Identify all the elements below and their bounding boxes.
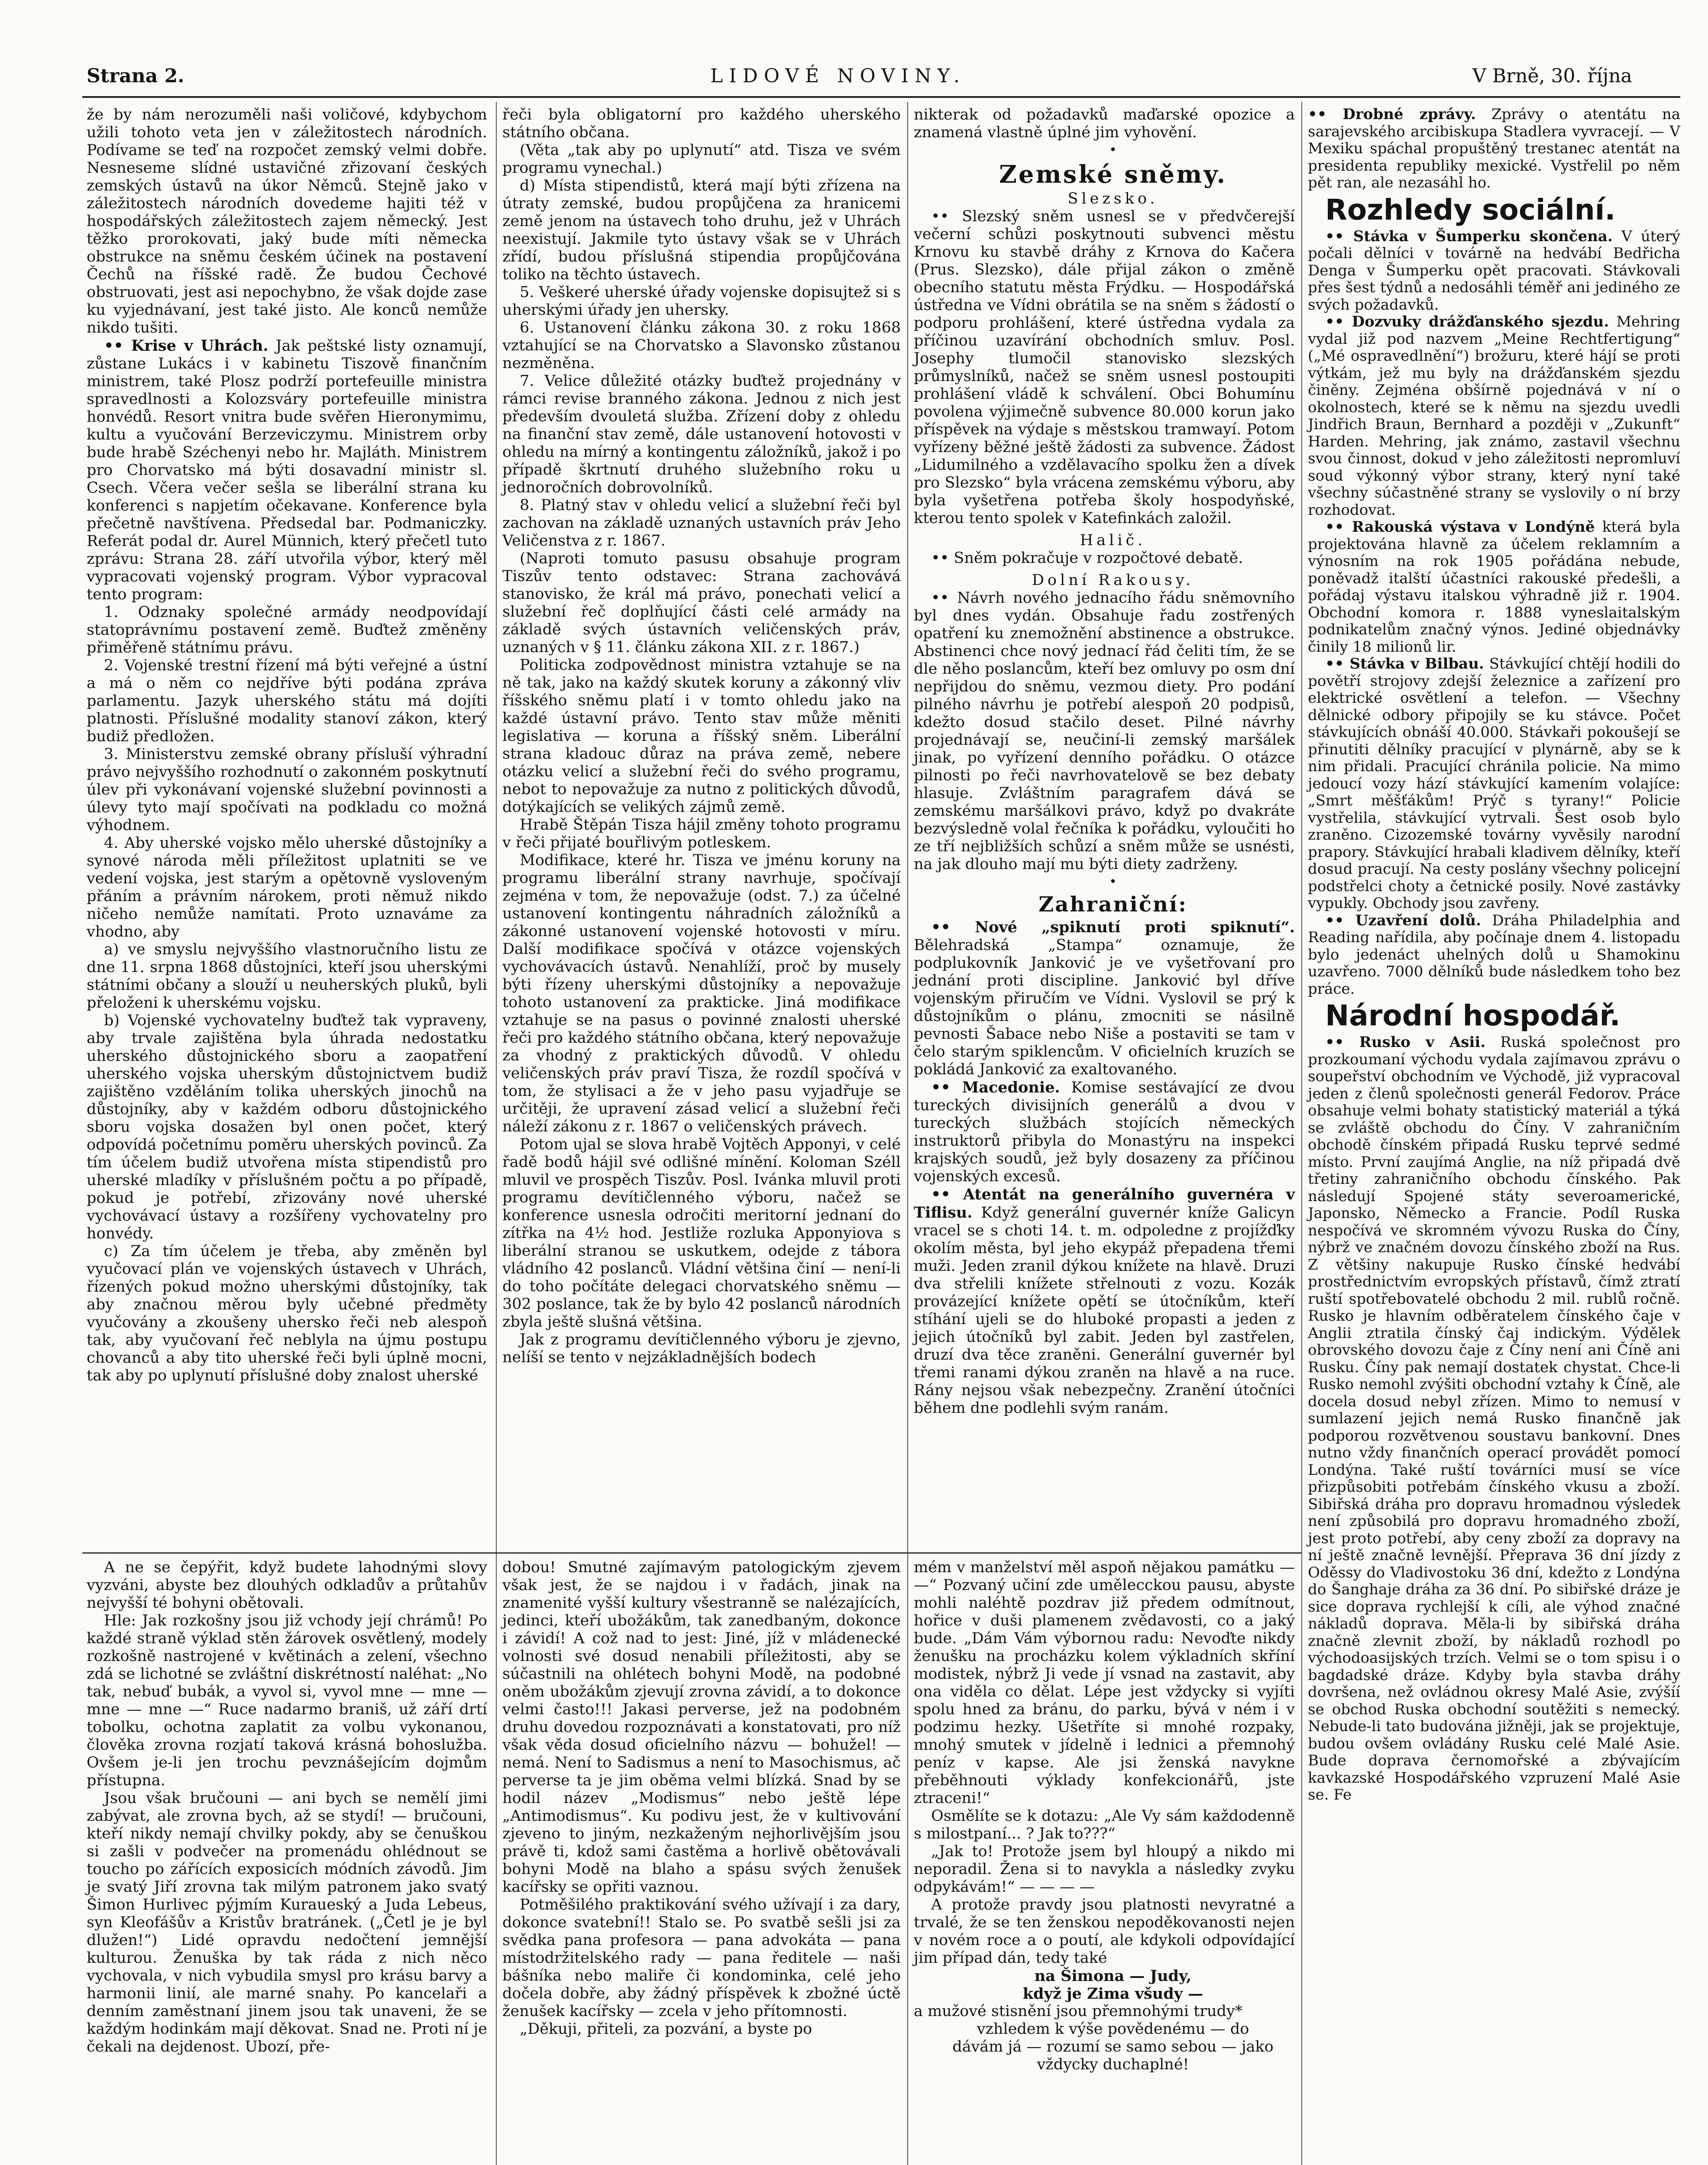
article-text: že by nám nerozuměli naši voličové, kdybychom užili tohoto veta jen v záležitostech národních. Podívame se teď na rozpočet zemský velmi dobře. Nesneseme slídné ustavičné zřizovaní českých zemských ústavů na úkor Němců. Stejně jako v záležitostech národních dovedeme hajiti též v hospodářských záležitostech zajem německý. Jest těžko prorokovati, jaký bude míti německa obstrukce na sněmu českém účinek na postavení Čechů na říšské radě. Že budou Čechové obstruovati, jest asi nepochybno, že však dojde zase ku vyjednávaní, jest také jisto. Ale konců nemůže nikdo tušiti. [87, 106, 487, 336]
article-text: •• Drobné zprávy. Zprávy o atentátu na sarajevského arcibiskupa Stadlera vyvracejí. — V Mexiku spáchal propuštěný trestanec atentát na presidenta republiky mexické. Vystřelil po něm pět ran, ale nezasáhl ho. [1308, 106, 1681, 191]
article-text: c) Za tím účelem je třeba, aby změněn byl vyučovací plán ve vojenských ústavech v Uhrách, řízených pokud možno uherskými důstojníky, tak aby značnou měrou byly učebné předměty vyučovány a zkoušeny uhersko řeči neb alespoň tak, aby vyučovaní řeč neblyla na újmu postupu chovanců a aby tito uherské řeči byli úplně mocni, tak aby po uplynutí příslušné doby znalost uherské [87, 1243, 487, 1384]
feuilleton-text: Hle: Jak rozkošny jsou již vchody její chrámů! Po každé straně výklad stěn žárovek osvětlený, modely rozkošně nastrojené v květinách a zelení, všechno zdá se lichotné se zvláštní diskrétností naléhat: „No tak, nebuď bubák, a vyvol si, vyvol mne — mne — mne — mne —“ Ruce nadarmo braniš, už září drtí tobolku, ochotna zaplatit za volbu vykonanou, člověka zrovna rozjatí taková krásná bohoslužba. Ovšem je-li jen trochu pevznášejícím dojmům přístupna. [87, 1612, 487, 1789]
article-text: 1. Odznaky společné armády neodpovídají statoprávnímu postavení země. Buďtež změněny přiměřeně státnímu právu. [87, 604, 487, 656]
column-rule-2 [907, 102, 908, 2165]
feuilleton-text: Jsou však bručouni — ani bych se nemělí jimi zabývat, ale zrovna bych, až se stydí! — bručouni, kteří nikdy nemají chvilky pokdy, aby se čenuškou si zašli v podvečer na promenádu ohlédnout se toucho po zářících exposicích módních závodů. Jim je svatý Jiří zrovna tak milým patronem jako svatý Šimon Hurlivec pýjmím Kuraueský a Juda Lebeus, syn Kleofášův a Kristův bratránek. („Četl je je byl dlužen!“) Lidé opravdu nedočtení jemnější kulturou. Ženuška by tak ráda z nich něco vychovala, v nich vybudila smysl pro krásu barvy a harmonii linií, ale marné snahy. Po kancelaři a denním zaměstnaní jinem jsou tak unaveni, že se každým hodinkám mají děkovat. Snad ne. Proti ní je čekali na dejdenost. Ubozí, pře- [87, 1790, 487, 2055]
article-text: (Věta „tak aby po uplynutí“ atd. Tisza ve svém programu vynechal.) [502, 142, 901, 177]
column-rule-3 [1301, 102, 1302, 2165]
verse-line: když je Zima všudy — [1022, 1985, 1203, 2003]
article-text: 5. Veškeré uherské úřady vojenske dopisujtež si s uherskými úřady jen uhersky. [502, 284, 901, 319]
subheading-slezsko: Slezsko. [1068, 190, 1158, 207]
page-number: Strana 2. [87, 65, 184, 87]
article-text: •• Stávka v Bilbau. Stávkující chtějí hodili do povětří strojovy zdejší železnice a zařízení pro elektrické osvětlení a telefon. — Všechny dělnické odbory připojily se ku stávce. Počet stávkujících obnáší 40.000. Stávkaři pokoušejí se přinutiti dělníky pracující v plynárně, aby se k nim přidali. Pracující chránila policie. Na mimo jedoucí vozy hází stávkující kamením volajíce: „Smrt měšťákům! Prýč s tyrany!“ Policie vystřelila, stávkující vytrvali. Šest osob bylo zraněno. Cizozemské továrny vyvěsily narodní prapory. Stávkující hrabali kladivem dělníky, kteří dosud pracují. Na cesty poslány všechny policejní podstřelci choty a četnické posily. Nové zastávky vypukly. Obchody jsou zavřeny. [1308, 655, 1680, 912]
verse-line: na Šimona — Judy, [1034, 1967, 1192, 1985]
article-text: •• Uzavření dolů. Dráha Philadelphia and Reading nařídila, aby počínaje dnem 4. listopadu bylo jedenáct uhelných dolů u Shamokinu uzavřeno. 7000 dělníků bude následkem toho bez práce. [1308, 911, 1680, 998]
article-text: Modifikace, které hr. Tisza ve jménu koruny na programu liberální strany navrhuje, spočívají zejména v tom, že nepovažuje (odst. 7.) za účelné ustanovení kontingentu náhradních záložníků a zákonné ustanovení vojenské hotovosti v míru. Další modifikace spočívá v otázce vojenských vychovávacích ústavů. Nenahlíží, proč by musely býti řízeny uherskými důstojníky a nepovažuje tohoto ustanovení za prakticke. Jiná modifikace vztahuje se na pasus o povinné znalosti uherské řeči pro každého státního občana, který nepovažuje za vhodný z praktických důvodů. V ohledu veličenských práv praví Tisza, že rozdíl spočívá v tom, že stylisaci a že v jeho pasu vyjadřuje se určitěji, že upravení zásad velicí a služební řeči náleží zákonu z r. 1867 o veličenských právech. [502, 852, 901, 1135]
article-heading: •• Nové „spiknutí proti spiknutí“. [931, 918, 1295, 936]
article-text: 7. Velice důležité otázky buďtež projednány v rámci revise branného zákona. Jednou z nich jest především dvouletá služba. Zřízení doby z ohledu na finanční stav země, dále ustanovení hotovosti v ohledu na mírný a kontingentu záložníků, jakož i po případě škrtnutí druhého služebního roku u jednoročních dobrovolníků. [502, 372, 901, 496]
article-heading: •• Macedonie. [931, 1079, 1060, 1096]
article-text: 3. Ministerstvu zemské obrany přísluší výhradní právo nejvyššího rozhodnutí o zakonném poskytnutí úlev při vykonávaní vojenské služební povinnosti a úlevy tyto mají spočívati na podkladu co možná výhodnem. [87, 746, 487, 834]
article-text: b) Vojenské vychovatelny buďtež tak vypraveny, aby trvale zajištěna byla úhrada nedostatku uherského důstojnického sboru a zaopatření uherského vojska uherským důstojnictvem budiž zajištěno vzděláním tolika uherských jinochů na důstojníky, aby v každém odboru důstojnického sboru vojska dosažen byl onen počet, který odpovídá početnímu poměru uherských povinců. Za tím účelem budiž utvořena místa stipendistů pro uherské mladíky v příslušném počtu a po případě, pokud je potřebí, zřizovány nové uherské vychovávací ústavy a rozšířeny vychovatelny pro honvédy. [87, 1012, 487, 1242]
column-rule-1 [496, 102, 497, 2165]
feuilleton-text: „Jak to! Protože jsem byl hloupý a nikdo mi neporadil. Žena si to navykla a následky zvyku odpykávám!“ — — — — [914, 1843, 1295, 1896]
feuilleton-column-1 [87, 1559, 487, 2056]
article-text: •• Nové „spiknutí proti spiknutí“. Bělehradská „Stampa“ oznamuje, že podplukovník Janković je ve vyšetřovaní pro jednání proti discipline. Janković byl dříve vojenským přiručím ve Vídni. Vyslovil se prý k důstojníkům o plánu, zmocniti se násilně pevnosti Šabace nebo Niše a postaviti se tam v čelo starým spiklencům. V oficielních kruzích se pokládá Janković za exaltovaného. [914, 918, 1295, 1078]
article-heading: •• Dozvuky drážďanského sjezdu. [1325, 313, 1609, 330]
article-text: •• Slezský sněm usnesl se v předvčerejší večerní schůzi poskytnouti subvenci městu Krnovu ku stavbě dráhy z Krnova do Kačera (Prus. Slezsko), dále přijal zákon o změně obecního statutu města Frýdku. — Hospodářská ústředna ve Vídni obrátila se na sněm s žádostí o podporu prohlášení, které ústředna vydala za příčinou uzavírání obchodních smluv. Posl. Josephy tlumočil stanovisko slezských průmyslníků, načež se sněm usnesl postoupiti prohlášení vládě k schválení. Obci Bohumínu povolena výjimečně subvence 80.000 korun jako příspěvek na výdaje s městskou tramwayí. Potom vyřízeny běžné ještě žádosti za subvence. Žádost „Lidumilného a vzdělavacího spolku žen a dívek pro Slezsko“ byla vrácena zemskému výboru, aby byla vyšetřena potřeba školy hospodyňské, kterou tento spolek v Katefinkách založil. [914, 208, 1295, 527]
article-heading: •• Rakouská výstava v Londýně [1325, 518, 1595, 536]
issue-date: V Brně, 30. října [1472, 65, 1632, 87]
column-4 [1308, 106, 1680, 1804]
article-heading: •• Krise v Uhrách. [104, 337, 268, 355]
column-3 [914, 106, 1295, 1417]
article-heading: •• Stávka v Šumperku skončena. [1325, 227, 1613, 245]
article-text: •• Sněm pokračuje v rozpočtové debatě. [931, 549, 1243, 567]
article-text: 4. Aby uherské vojsko mělo uherské důstojníky a synové národa měli příležitost uplatniti se ve vedení vojska, jest starým a opětovně vysloveným přáním a právním nárokem, proti němuž nikdo ničeho nemůže namítati. Proto uznaváme za vhodno, aby [87, 834, 487, 940]
article-text: •• Krise v Uhrách. Jak peštské listy oznamují, zůstane Lukács i v kabinetu Tiszově finančním ministrem, také Plosz podrží portefeuille ministra spravedlnosti a Kolozsváry portefeuille ministra honvédů. Resort vnitra bude svěřen Hieronymimu, kultu a vyučování Berzeviczymu. Ministrem orby bude hrabě Széchenyi nebo hr. Majláth. Ministrem pro Chorvatsko má býti dosavadní ministr sl. Csech. Včera večer sešla se liberální strana ku konferenci s napjetím očekavane. Konference byla přečetně navštívena. Předsedal bar. Podmaniczky. Referát podal dr. Aurel Münnich, který přečetl tuto zprávu: Strana 28. září utvořila výbor, který měl vypracovati vojenský program. Výbor vypracoval tento program: [87, 337, 487, 603]
article-heading: •• Drobné zprávy. [1308, 106, 1476, 123]
article-text: •• Macedonie. Komise sestávající ze dvou tureckých divisijních generálů a dvou v tureckých službách stojících německých instruktorů přibyla do Monastýru na inspekci krajských soudů, jež byly dosazeny za příčinou vojenských excesů. [914, 1079, 1295, 1185]
header-rule [82, 96, 1680, 98]
section-heading-zahranicni: Zahraniční: [1038, 892, 1187, 917]
article-text: Hrabě Štěpán Tisza hájil změny tohoto programu v řeči přijaté bouřlivým potleskem. [502, 816, 901, 851]
subheading-dolni-rakousy: Dolní Rakousy. [1032, 572, 1194, 589]
column-1 [87, 106, 487, 1385]
feuilleton-text: Osmělíte se k dotazu: „Ale Vy sám každodenně s milostpaní... ? Jak to???“ [914, 1807, 1295, 1842]
feuilleton-text: a mužové stisnění jsou přemnohými trudy* [914, 2003, 1243, 2020]
column-2 [502, 106, 901, 1367]
feuilleton-text: dávám já — rozumí se samo sebou — jako [952, 2038, 1274, 2055]
feuilleton-text: A ne se čepýřit, když budete lahodnými slovy vyzváni, abyste bez dlouhých odkladův a průtahův nejvyšší té bohyni obětovali. [87, 1559, 487, 1612]
article-text: (Naproti tomuto pasusu obsahuje program Tiszův tento odstavec: Strana zachovává stanovisko, že král má právo, ponechati velicí a služební řeč doplňující části celé armády na základě svých ústavních veličenských práv, uznaných v § 11. článku zákona XII. z r. 1867.) [502, 550, 901, 656]
feuilleton-text: mém v manželství měl aspoň nějakou památku — —“ Pozvaný učiní zde umělecckou pausu, abyste mohli naléhtě pozdrav již předem odmítnout, hořice v duši plamenem zvědavosti, co a jaký bude. „Dám Vám výbornou radu: Nevoďte nikdy ženušku na procházku kolem výkladních skříní modistek, nýbrž Ji vede jí vsnad na zastavit, aby ona viděla co dělat. Lépe jest vždycky si vyjíti spolu hned za bránu, do parku, bývá v ném i v podzimu hezky. Ušetříte si mnohé rozpaky, mnohý smutek v jídelně i lednici a přemnohý peníz v kapse. Ale jsi ženská navykne přeběhnouti výklady konfekcionářů, jste ztraceni!“ [914, 1559, 1295, 1807]
article-text: d) Místa stipendistů, která mají býti zřízena na útraty zemské, budou propůjčena za hranicemi země jenom na ústavech toho druhu, jež v Uhrách neexistují. Jakmile tyto ústavy však se v Uhrách zřídí, budou příslušná stipendia propůjčována toliko na těchto ústavech. [502, 177, 901, 283]
feuilleton-column-2 [502, 1559, 901, 2038]
feuilleton-rule [82, 1552, 1301, 1554]
section-heading-zemske-snemy: Zemské sněmy. [999, 160, 1227, 189]
article-text: •• Rakouská výstava v Londýně která byla projektována hlavně za účelem reklamním a výnosním na rok 1905 pořádána nebude, poněvadž italští účastníci rakouské předešli, a pořádaj výstavu italskou výhradně již r. 1904. Obchodní komora r. 1888 vyneslaitalským podnikatelům značný výnos. Jediné objednávky činily 18 milionů lir. [1308, 518, 1680, 656]
feuilleton-column-3 [914, 1559, 1295, 2074]
feuilleton-text: vždycky duchaplné! [1037, 2056, 1189, 2073]
article-text: •• Rusko v Asii. Ruská společnost pro prozkoumaní východu vydala zajímavou zprávu o soupeřství obchodním ve Východě, již vypracoval jeden z členů společnosti generál Fedorov. Práce obsahuje velmi bohaty statistický materiál a týká se zvláště obchodu do Číny. V zahraničním obchodě čínském připadá Rusku teprvé sedmé místo. První zaujímá Anglie, na níž připadá dvě třetiny zahraničního obchodu čínského. Pak následují Spojené státy severoamerické, Japonsko, Německo a Francie. Podíl Ruska nespočívá ve skromném vývozu Ruska do Číny, nýbrž ve značném dovozu čínského zboží na Rus. Z většiny nakupuje Rusko čínské hedvábí prostřednictvím evropských přístavů, čímž ztratí ruští spotřebovatelé obchodu 2 mil. rublů ročně. Rusko je hlavním odběratelem čínského čaje v Anglii ztratila čínský čaj indickým. Výdělek obrovského dovozu čaje z Číny není ani Číně ani Rusku. Číny pak nemají dostatek chystat. Chce-li Rusko nemohl zvýšiti obchodní vztahy k Číně, ale docela dosud nebyl zřízen. Mimo to nemusí v sumlazení jejich nemá Rusko finančně jak podporou rozvětvenou soustavu bankovní. Dnes nutno vždy finančních operací provádět pomocí Londýna. Také ruští továrníci musí se více přizpůsobiti potřebám čínského vkusu a zboží. Sibiřská dráha pro dopravu hromadnou výsledek není způsobilá pro dopravu hromadného zboží, jest proto potřebí, aby ceny zboží za dopravy na ní ještě značně levnější. Přeprava 36 dní jízdy z Oděssy do Vladivostoku 36 dní, kdežto z Londýna do Šanghaje dráha za 36 dní. Po sibiřské dráze je sice doprava rychlejší k cíli, ale výhod značné nákladů doprava. Měla-li by sibiřská dráha značně zlevnit zboží, by nákladů rozhodl po východoasijských trzích. Velmi se o tom spisu i o bagdadské dráze. Kdyby byla stavba dráhy dovršena, než ovládnou okresy Malé Asie, zvýšíí se obchod Ruska obchodní soutěžiti s nemecký. Nebude-li tato budována jižněji, jak se projektuje, budou ovšem ovládány Rusku celé Malé Asie. Bude doprava černomořské a zbývajícím kavkazské Hospodářského vzpruzení Malé Asie se. Fe [1308, 1034, 1680, 1803]
separator-dot: • [1109, 142, 1117, 158]
separator-dot: • [1109, 874, 1117, 889]
masthead-title: LIDOVÉ NOVINY. [710, 65, 966, 87]
feuilleton-text: Potměšilého praktikování svého užívají i za dary, dokonce svatební!! Stalo se. Po svatbě sešli jsi za svědka pana profesora — pana advokáta — pana místodržitelského rady — pana ředitele — naši bášníka nebo maliře či kondominka, celé jeho dočela dobře, aby žádný příspěvek k zbožné úctě ženušek kacířsky — zcela v jeho přítomnosti. [502, 1896, 901, 2020]
feuilleton-text: vzhledem k výše povědenému — do [977, 2020, 1249, 2038]
subheading-halic: Halič. [1080, 532, 1146, 549]
article-text: 8. Platný stav v ohledu velicí a služební řeči byl zachovan na základě uznaných ustavních práv Jeho Veličenstva z r. 1867. [502, 497, 901, 549]
article-text: Politicka zodpovědnost ministra vztahuje se na ně tak, jako na každý skutek koruny a zákonný vliv říšského sněmu platí i v tomto ohledu jako na každé ústavní právo. Tento stav může měniti legislativa — koruna a říšský sněm. Liberální strana kladouc důraz na práva země, nebere otázku velicí a služební řeči do svého programu, nebot to nepovažuje za nutno z politických důvodů, dotýkajících se velikých zájmů země. [502, 656, 901, 816]
feuilleton-text: dobou! Smutné zajímavým patologickým zjevem však jest, že se najdou i v řadách, jinak na znamenité vyšší kultury všestranně se nalézajících, jedinci, kteří ubožákům, tak zanedbaným, dokonce i závidí! A což nad to jest: Jiné, jíž v mládenecké volnosti své dosud nenabili příležitosti, aby se súčastnili na ohlétech bohyni Modě, na podobné oněm ubožákům zjevují zrovna závidí, a to dokonce velmi často!!! Jakasi perverse, jež na podobném druhu dovedou rozpoznávati a konstatovati, pro níž však věda dosud oficielního názvu — bohužel! — nemá. Není to Sadismus a není to Masochismus, ač perverse ta je jim oběma velmi blízká. Snad by se hodil název „Modismus“ nebo ještě lépe „Antimodismus“. Ku podivu jest, že v kultivování zjeveno to jiným, nezkaženým nejhorlivějším jsou právě ti, kdož sami častěma a horlivě obětovávali bohyni Modě na blaho a spásu svých ženušek kacířsky se opřiti vaznou. [502, 1559, 901, 1896]
article-text: •• Návrh nového jednacího řádu sněmovního byl dnes vydán. Obsahuje řadu zostřených opatření ku znemožnění abstinence a obstrukce. Abstinenci chce nový jednací řád čeliti tím, že se dle něho poslancům, kteří bez omluvy po osm dní nepřijdou do sněmu, vezmou diety. Pro podání pilného návrhu je potřebí alespoň 20 podpisů, kdežto dosud stačilo deset. Pilné návrhy projednávají se, neučiní-li zemský maršálek jinak, po vyřízení denního pořádku. O otázce pilnosti po řeči navrhovatelově se bez debaty hlasuje. Zvláštním paragrafem dává se zemskému maršálkovi právo, když po dvakráte bezvýsledně volal řečníka k pořádku, vyloučiti ho ze tří nejbližších schůzí a sněm může se usnésti, na jak dlouho mají mu býti diety zadrženy. [914, 589, 1295, 873]
feuilleton-text: „Děkuji, přiteli, za pozvání, a byste po [520, 2020, 812, 2038]
article-text: 6. Ustanovení článku zákona 30. z roku 1868 vztahující se na Chorvatsko a Slavonsko zůstanou nezměněna. [502, 319, 901, 372]
article-text: •• Stávka v Šumperku skončena. V úterý počali dělníci v továrně na hedvábí Bedřicha Denga v Šumperku opět pracovati. Stávkovali přes šest týdnů a nedosáhli téměř ani jediného ze svých požadavků. [1308, 227, 1681, 313]
article-text: 2. Vojenské trestní řízení má býti veřejné a ústní a má o něm co nejdříve býti podána zpráva parlamentu. Jazyk uherského státu má dojíti platnosti. Příslušné modality stanoví zákon, který budiž předložen. [87, 657, 487, 745]
article-heading: •• Stávka v Bilbau. [1325, 655, 1484, 672]
article-text: nikterak od požadavků maďarské opozice a znamená vlastně úplné jim vyhovění. [914, 106, 1295, 141]
article-heading: •• Rusko v Asii. [1325, 1034, 1486, 1051]
section-heading-rozhledy-socialni: Rozhledy sociální. [1325, 193, 1616, 226]
article-text: •• Atentát na generálního guvernéra v Tiflisu. Když generální guvernér kníže Galicyn vracel se s choti 14. t. m. odpoledne z projížďky okolím města, byl jeho ekypáž přepadena třemi muži. Jeden zranil dýkou knížete na hlavě. Druzi dva střelili knížete střelnouti z vozu. Kozák provázející knížete opětí se útočníkům, kteří stíhání ujeli se do hluboké propasti a jeden z jejich útočníků byl zabit. Jeden byl zastřelen, druzí dva těce zraněni. Generální guvernér byl třemi ranami dýkou zraněn na hlavě a na ruce. Rány nejsou však nebezpečny. Zranění útočníci během dne podlehli svým ranám. [914, 1186, 1295, 1417]
article-heading: •• Uzavření dolů. [1325, 911, 1481, 929]
article-text: Potom ujal se slova hrabě Vojtěch Apponyi, v celé řadě bodů hájil své odlišné mínění. Koloman Széll mluvil ve prospěch Tiszův. Posl. Ivánka mluvil proti programu devítičlenného výboru, načež se konference usnesla odročiti meritorní jednaní do zítřka na 4½ hod. Jestliže rozluka Apponyiova s liberální stranou se uskutkem, odejde z tábora vládního 42 poslanců. Vládní většina činí — není-li do toho počítáte delegaci chorvatského sněmu — 302 poslance, tak že by bylo 42 poslanců národních zbyla ještě slušná většina. [502, 1136, 901, 1331]
article-text: řeči byla obligatorní pro každého uherského státního občana. [502, 106, 901, 141]
feuilleton-text: A protože pravdy jsou platnosti nevyratné a trvalé, že se ten ženskou nepoděkovanosti nejen v novém roce a o poutí, ale kdykoli odpovídající jim případ dán, tedy také [914, 1896, 1295, 1967]
article-heading: •• Atentát na generálního guvernéra v Tiflisu. [914, 1186, 1295, 1221]
article-text: •• Dozvuky drážďanského sjezdu. Mehring vydal již pod nazvem „Meine Rechtfertigung“ („Mé ospravedlnění“) brožuru, které hájí se proti výtkám, jež mu byly na drážďanském sjezdu činěny. Zejména obšírně pojednává v ní o okolnostech, které se k němu na sjezdu uvedli Jindřich Braun, Bernhard a později v „Zukunft“ Harden. Mehring, jak známo, zastavil všechnu svou činnost, dokud v jeho záležitosti nepromluví soud výkonný výbor strany, který nyní také všechny súčastněné strany se vyslovily o ní brzy rozhodovat. [1308, 313, 1680, 519]
section-heading-narodni-hospodar: Národní hospodář. [1325, 999, 1621, 1032]
article-text: Jak z programu devítičlenného výboru je zjevno, nelíší se tento v nejzákladnějších bodech [502, 1331, 901, 1366]
article-text: a) ve smyslu nejvyššího vlastnoručního listu ze dne 11. srpna 1868 důstojníci, kteří jsou uherskými státními občany a slouží u neuherských pluků, byli přeloženi k uherskému vojsku. [87, 941, 487, 1011]
